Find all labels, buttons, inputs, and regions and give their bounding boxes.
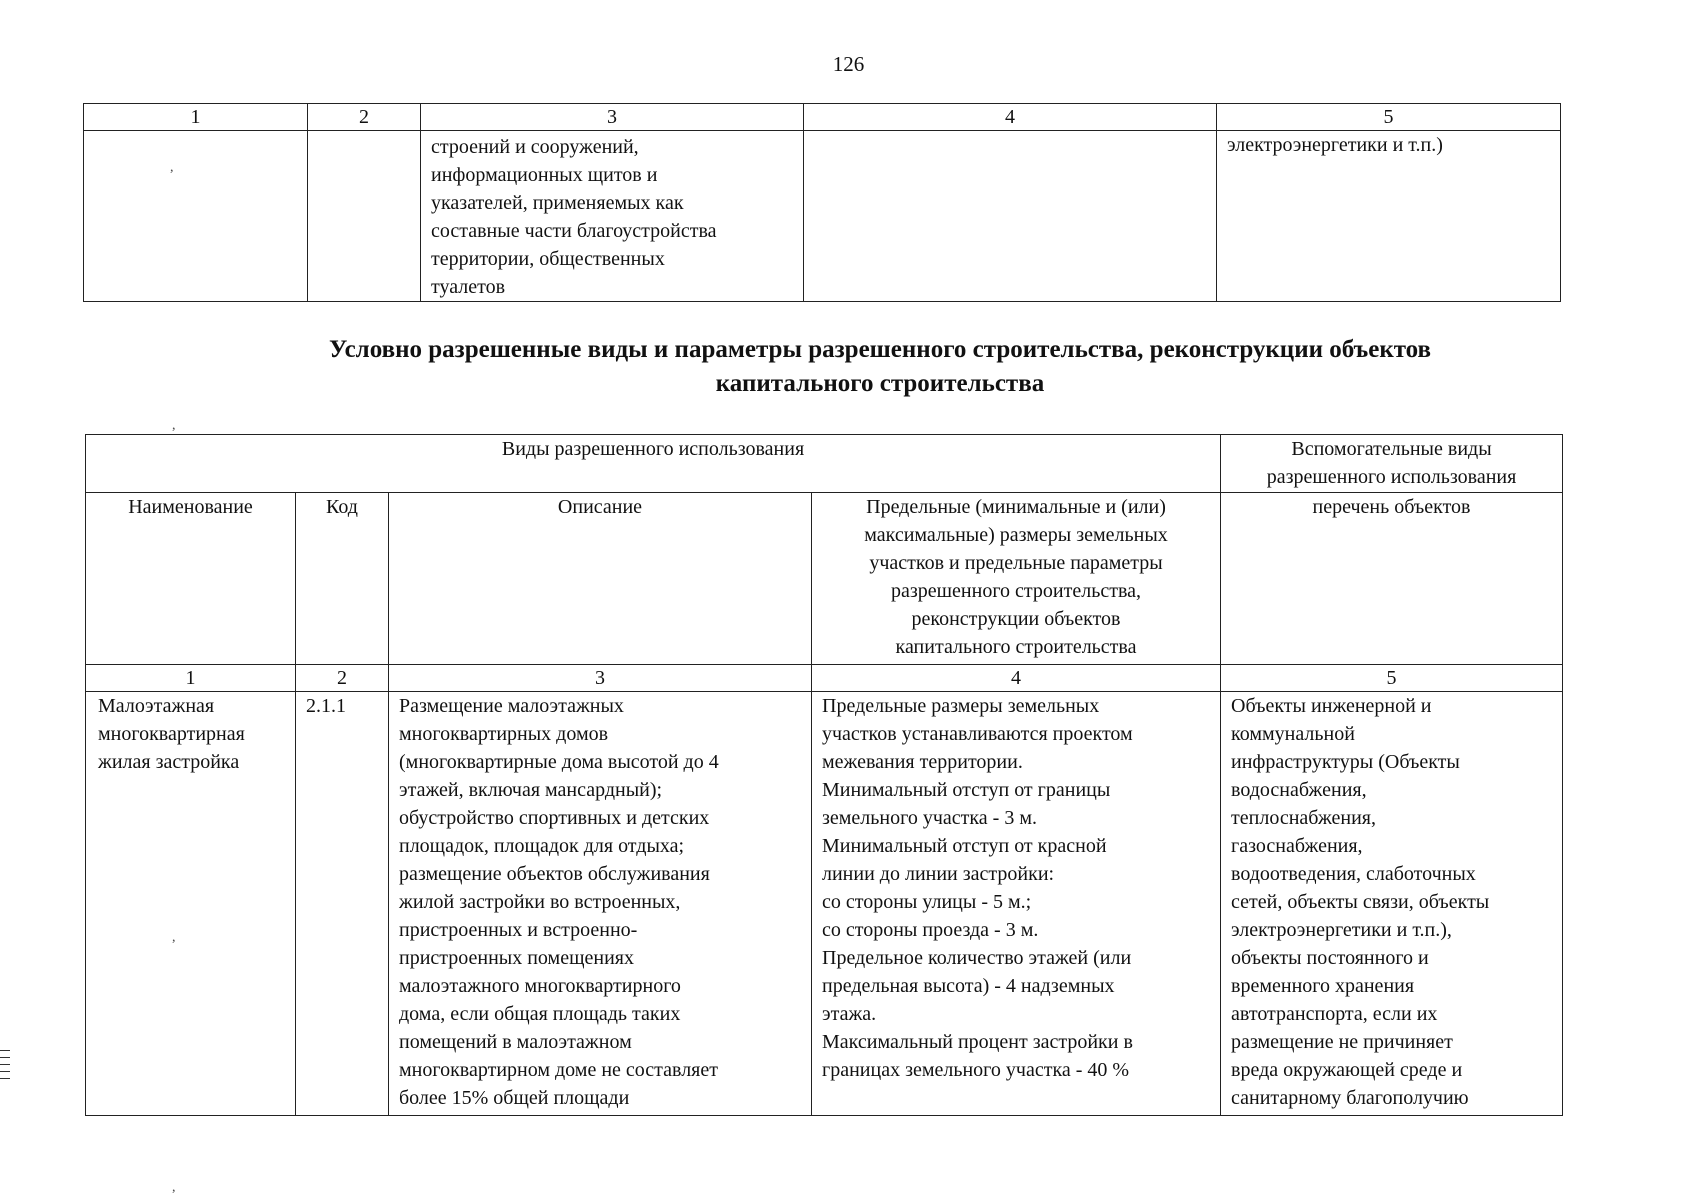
text-line: помещений в малоэтажном bbox=[399, 1031, 632, 1053]
text-line: линии до линии застройки: bbox=[822, 863, 1055, 885]
text-line: пристроенных и встроенно- bbox=[399, 919, 638, 941]
header-name: Наименование bbox=[86, 493, 296, 665]
text-line: Вспомогательные виды bbox=[1291, 438, 1492, 460]
text-line: инфраструктуры (Объекты bbox=[1231, 751, 1460, 773]
column-header-row bbox=[86, 493, 1563, 665]
cell-description bbox=[389, 692, 812, 1116]
text-line: Предельные размеры земельных bbox=[822, 695, 1100, 717]
col-number-2: 2 bbox=[308, 104, 421, 131]
header-description: Описание bbox=[389, 493, 812, 665]
scan-speck: , bbox=[170, 160, 174, 175]
scan-speck: , bbox=[172, 930, 176, 945]
text-line: разрешенного использования bbox=[1266, 466, 1517, 488]
heading-line-2: капитального строительства bbox=[715, 370, 1045, 397]
col-number-4: 4 bbox=[812, 665, 1221, 692]
continuation-table bbox=[83, 103, 1561, 302]
heading-line-1: Условно разрешенные виды и параметры разрешенного строительства, реконструкции объектов bbox=[328, 336, 1432, 363]
text-line: (многоквартирные дома высотой до 4 bbox=[399, 751, 719, 773]
text-line: объекты постоянного и bbox=[1231, 947, 1429, 969]
header-code: Код bbox=[296, 493, 389, 665]
text-line: территории, общественных bbox=[431, 248, 665, 270]
text-line: временного хранения bbox=[1231, 975, 1415, 997]
text-line: водоснабжения, bbox=[1231, 779, 1367, 801]
cell-limits bbox=[812, 692, 1221, 1116]
text-line: этажа. bbox=[822, 1003, 877, 1025]
text-line: предельная высота) - 4 надземных bbox=[822, 975, 1115, 997]
text-line: Малоэтажная bbox=[98, 695, 215, 717]
text-line: земельного участка - 3 м. bbox=[822, 807, 1037, 829]
table-row bbox=[86, 692, 1563, 1116]
text-line: межевания территории. bbox=[822, 751, 1023, 773]
table-header-row bbox=[84, 104, 1561, 131]
col-number-1: 1 bbox=[84, 104, 308, 131]
text-line: Объекты инженерной и bbox=[1231, 695, 1432, 717]
text-line: обустройство спортивных и детских bbox=[399, 807, 710, 829]
cell-col3 bbox=[421, 131, 804, 302]
text-line: многоквартирная bbox=[98, 723, 245, 745]
text-line: участков и предельные параметры bbox=[869, 552, 1163, 574]
cell-col2 bbox=[308, 131, 421, 302]
text-line: автотранспорта, если их bbox=[1231, 1003, 1438, 1025]
group-header: Виды разрешенного использования bbox=[86, 435, 1221, 493]
text-line: дома, если общая площадь таких bbox=[399, 1003, 681, 1025]
col-number-2: 2 bbox=[296, 665, 389, 692]
text-line: указателей, применяемых как bbox=[431, 192, 684, 214]
text-line: туалетов bbox=[431, 276, 506, 298]
text-line: участков устанавливаются проектом bbox=[822, 723, 1133, 745]
text-line: информационных щитов и bbox=[431, 164, 658, 186]
text-line: размещение объектов обслуживания bbox=[399, 863, 710, 885]
col-number-3: 3 bbox=[389, 665, 812, 692]
text-line: малоэтажного многоквартирного bbox=[399, 975, 681, 997]
land-use-table bbox=[85, 434, 1563, 1116]
text-line: со стороны улицы - 5 м.; bbox=[822, 891, 1032, 913]
text-line: Предельное количество этажей (или bbox=[822, 947, 1132, 969]
cell-col5 bbox=[1217, 131, 1561, 302]
cell-objects bbox=[1221, 692, 1563, 1116]
text-line: санитарному благополучию bbox=[1231, 1087, 1469, 1109]
text-line: электроэнергетики и т.п.), bbox=[1231, 919, 1452, 941]
text-line: водоотведения, слаботочных bbox=[1231, 863, 1476, 885]
text-line: Размещение малоэтажных bbox=[399, 695, 624, 717]
text-line: Минимальный отступ от границы bbox=[822, 779, 1111, 801]
text-line: сетей, объекты связи, объекты bbox=[1231, 891, 1490, 913]
text-line: размещение не причиняет bbox=[1231, 1031, 1453, 1053]
cell-col1 bbox=[84, 131, 308, 302]
header-limits bbox=[812, 493, 1221, 665]
text-line: многоквартирном доме не составляет bbox=[399, 1059, 718, 1081]
text-line: многоквартирных домов bbox=[399, 723, 609, 745]
text-line: капитального строительства bbox=[895, 636, 1137, 658]
text-line: со стороны проезда - 3 м. bbox=[822, 919, 1039, 941]
scan-margin-marks bbox=[0, 1050, 10, 1085]
page-number: 126 bbox=[832, 52, 865, 76]
scan-speck: , bbox=[172, 1180, 176, 1195]
text-line: Минимальный отступ от красной bbox=[822, 835, 1107, 857]
cell-name bbox=[86, 692, 296, 1116]
text-line: газоснабжения, bbox=[1231, 835, 1363, 857]
text-line: границах земельного участка - 40 % bbox=[822, 1059, 1130, 1081]
column-number-row bbox=[86, 665, 1563, 692]
text-line: максимальные) размеры земельных bbox=[864, 524, 1168, 546]
col-number-4: 4 bbox=[804, 104, 1217, 131]
table-row bbox=[84, 131, 1561, 302]
text-line: реконструкции объектов bbox=[911, 608, 1121, 630]
text-line: теплоснабжения, bbox=[1231, 807, 1376, 829]
col-number-3: 3 bbox=[421, 104, 804, 131]
text-line: площадок, площадок для отдыха; bbox=[399, 835, 685, 857]
scan-speck: , bbox=[172, 418, 176, 433]
cell-col4 bbox=[804, 131, 1217, 302]
text-line: строений и сооружений, bbox=[431, 136, 639, 158]
aux-header bbox=[1221, 435, 1563, 493]
text-line: пристроенных помещениях bbox=[399, 947, 634, 969]
text-line: электроэнергетики и т.п.) bbox=[1227, 134, 1443, 156]
col-number-1: 1 bbox=[86, 665, 296, 692]
text-line: вреда окружающей среде и bbox=[1231, 1059, 1463, 1081]
cell-code: 2.1.1 bbox=[296, 692, 389, 1116]
section-heading bbox=[0, 333, 1697, 401]
col-number-5: 5 bbox=[1221, 665, 1563, 692]
text-line: жилая застройка bbox=[98, 751, 240, 773]
header-objects: перечень объектов bbox=[1221, 493, 1563, 665]
text-line: Максимальный процент застройки в bbox=[822, 1031, 1133, 1053]
text-line: Предельные (минимальные и (или) bbox=[866, 496, 1166, 518]
group-header-row bbox=[86, 435, 1563, 493]
text-line: более 15% общей площади bbox=[399, 1087, 630, 1109]
text-line: разрешенного строительства, bbox=[891, 580, 1141, 602]
text-line: жилой застройки во встроенных, bbox=[399, 891, 681, 913]
text-line: коммунальной bbox=[1231, 723, 1355, 745]
col-number-5: 5 bbox=[1217, 104, 1561, 131]
text-line: этажей, включая мансардный); bbox=[399, 779, 663, 801]
text-line: составные части благоустройства bbox=[431, 220, 717, 242]
